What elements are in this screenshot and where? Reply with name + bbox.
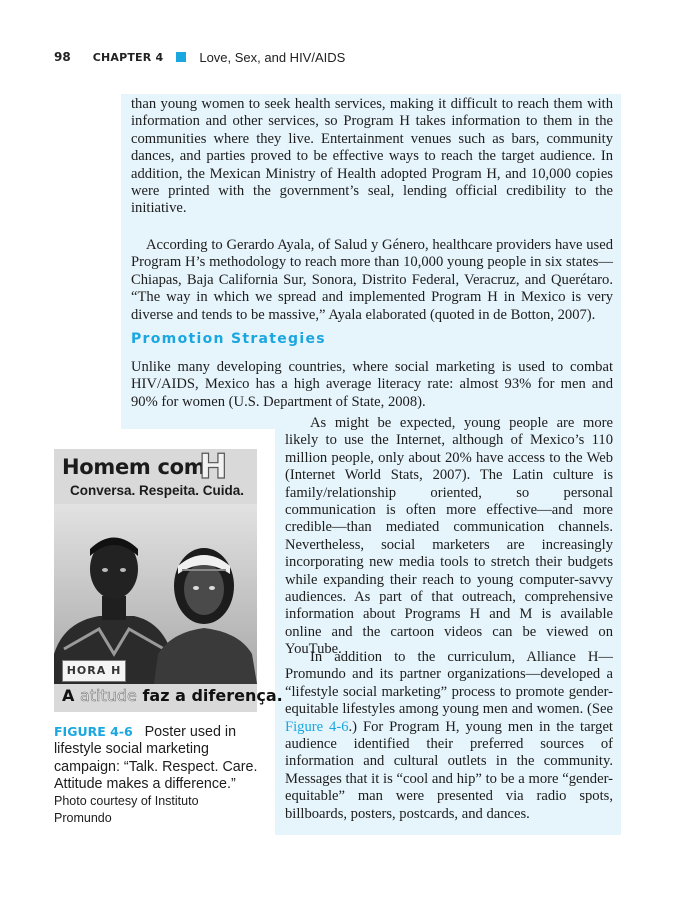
poster-tagline-suffix: faz a diferença. [136,686,283,705]
photo-credit: Photo courtesy of Instituto Promundo [54,794,199,826]
section-heading: Promotion Strategies [131,331,326,347]
figure-caption [54,723,259,794]
poster-tagline-prefix: A [62,686,80,705]
paragraph-curriculum-text-a: In addition to the curriculum, Alliance H—Promundo and its partner organizations—developed a “lifestyle social marketing” process to promote gender-equitable lifestyles among young men and women. (See [285,649,613,718]
square-bullet-icon [176,52,186,62]
chapter-label: CHAPTER 4 [92,50,164,64]
paragraph-curriculum-text-b: .) For Program H, young men in the target audience identified their preferred sources of information and cultural outlets in the community. Messages that it is “cool and hip” to be a more “gender-equitable” man were presented via radio spots, billboards, posters, postcards, and dances. [285,718,613,822]
figure-label: FIGURE 4-6 [54,724,133,739]
poster-h-letter: H [199,447,228,487]
running-header [54,49,345,65]
paragraph-continued: than young women to seek health services, making it difficult to reach them with information and other services, so Program H takes information to them in the communities where they live. Entertainment venues such as bars, community dances, and parties proved to be effective ways to reach the target audience. In addition, the Mexican Ministry of Health adopted Program H, and 10,000 copies were printed with the government’s seal, lending official credibility to the initiative. [131,96,613,217]
poster-subtitle: Conversa. Respeita. Cuida. [70,483,245,498]
hora-h-logo: HORA H [62,660,126,682]
paragraph-internet: As might be expected, young people are more likely to use the Internet, although of Mexico’s 110 million people, only about 20% have access to the Web (Internet World Stats, 2007). The Latin culture is family/relationship oriented, so personal communication is often more effective—and more credible—than mediated communication channels. Nevertheless, social marketers are increasingly incorporating new media tools to stretch their budgets while expanding their reach to young computer-savvy audiences. As part of that outreach, comprehensive information about Programs H and M is available online and the cartoon videos can be viewed on YouTube. [285,415,613,658]
poster-title: Homem com [62,455,206,479]
paragraph-curriculum [285,649,613,823]
paragraph-ayala: According to Gerardo Ayala, of Salud y Género, healthcare providers have used Program H’s methodology to reach more than 10,000 young people in six states—Chiapas, Baja California Sur, Sonora, Distrito Federal, Veracruz, and Querétaro. “The way in which we spread and implemented Program H in Mexico is very diverse and tends to be massive,” Ayala elaborated (quoted in de Botton, 2007). [131,237,613,323]
figure-caption-text: Poster used in lifestyle social marketing campaign: “Talk. Respect. Care. Attitude makes a difference.” [54,724,258,793]
running-title: Love, Sex, and HIV/AIDS [199,49,346,65]
poster-photo [54,504,257,684]
paragraph-literacy: Unlike many developing countries, where social marketing is used to combat HIV/AIDS, Mexico has a high average literacy rate: almost 93% for men and 90% for women (U.S. Department of State, 2008). [131,359,613,410]
page-number: 98 [54,50,71,64]
figure-reference-link[interactable]: Figure 4-6 [285,718,349,735]
poster-tagline [62,686,283,705]
poster-tagline-highlight: atitude [79,686,137,705]
campaign-poster-image [54,447,283,712]
